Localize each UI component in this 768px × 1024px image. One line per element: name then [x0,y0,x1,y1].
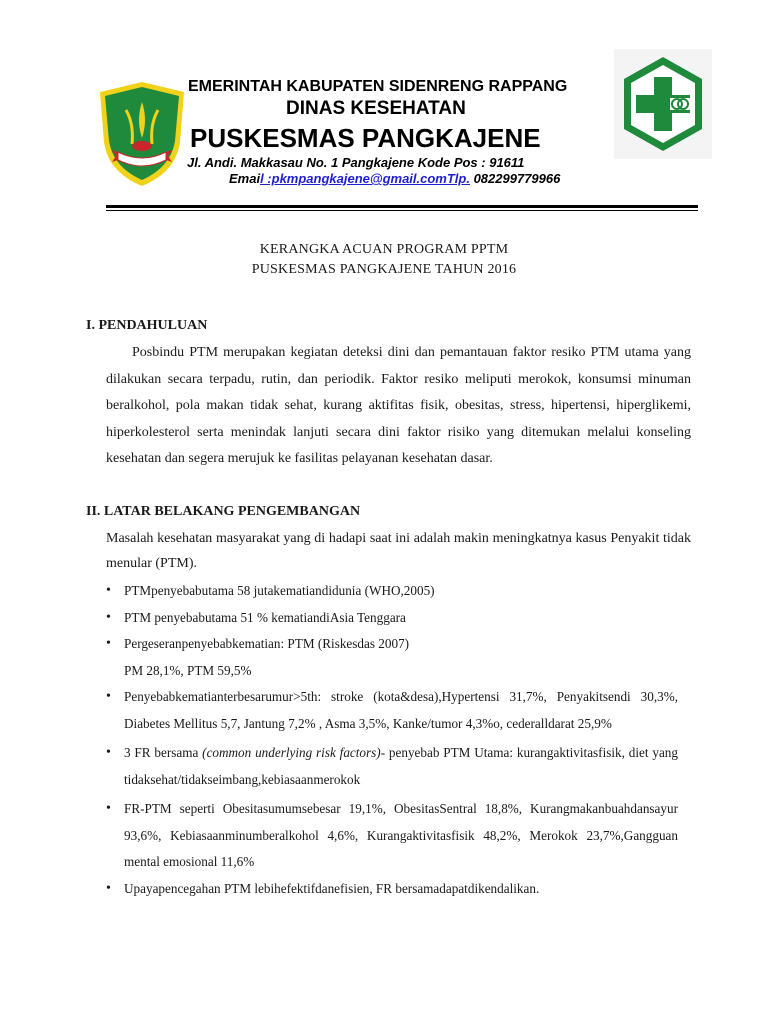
list-item [106,796,678,876]
list-item-continuation: PM 28,1%, PTM 59,5% [124,662,252,678]
bullet-icon: • [106,636,111,651]
header-rule-thick [106,205,698,208]
email-link[interactable]: l :pkmpangkajene@gmail.comTlp. [260,171,470,186]
document-title: KERANGKA ACUAN PROGRAM PPTM [259,242,509,257]
list-item [106,631,678,684]
list-item [106,605,678,632]
puskesmas-cross-logo [614,49,712,159]
list-item-text: 3 FR bersama [124,745,203,760]
section-heading-latar-belakang: II. LATAR BELAKANG PENGEMBANGAN [86,504,361,519]
bullet-icon: • [106,689,111,704]
ptm-facts-list [106,578,678,902]
bullet-icon: • [106,880,111,896]
list-item [106,876,678,903]
regency-crest-logo [96,80,188,188]
list-item [106,684,678,737]
list-item [106,578,678,605]
letterhead-puskesmas: PUSKESMAS PANGKAJENE [190,123,541,153]
list-item-text: Pergeseranpenyebabkematian: PTM (Riskesdas 2007) [124,636,410,651]
bullet-icon: • [106,745,111,760]
section-body-pendahuluan: Posbindu PTM merupakan kegiatan deteksi dini dan pemantauan faktor resiko PTM utama yang dilakukan secara terpadu, rutin, dan periodik. Faktor resiko meliputi merokok, konsumsi minuman beralkohol, pola makan tidak sehat, kurang aktifitas fisik, obesitas, stress, hipertensi, hiperglikemi, hiperkolesterol serta menindak lanjuti secara dini faktor risiko yang ditemukan melalui konseling kesehatan dan segera merujuk ke fasilitas pelayanan kesehatan dasar. [106,345,691,466]
list-item-italic: (common underlying risk factors) [202,745,381,760]
list-item-text: PTMpenyebabutama 58 jutakematiandidunia (WHO,2005) [124,583,435,598]
letterhead-contact [229,171,560,186]
bullet-icon: • [106,609,111,625]
header-rule-thin [106,210,698,211]
bullet-icon: • [106,801,111,816]
section-body-latar-belakang: Masalah kesehatan masyarakat yang di hadapi saat ini adalah makin meningkatnya kasus Penyakit tidak menular (PTM). [106,531,691,571]
list-item-text: Penyebabkematianterbesarumur>5th: stroke (kota&desa),Hypertensi 31,7%, Penyakitsendi 30,3%, Diabetes Mellitus 5,7, Jantung 7,2% , Asma 3,5%, Kanke/tumor 4,3%o, cederalldarat 25,9% [124,689,678,731]
letterhead-address: Jl. Andi. Makkasau No. 1 Pangkajene Kode Pos : 91611 [187,155,525,170]
list-item-text: - penyebab PTM Utama: kurangaktivitasfisik, diet yang tidaksehat/tidakseimbang,kebiasaanmerokok [124,745,678,787]
letterhead-government: EMERINTAH KABUPATEN SIDENRENG RAPPANG [188,78,568,95]
phone-number: 082299779966 [469,171,561,186]
list-item-text: PTM penyebabutama 51 % kematiandiAsia Tenggara [124,609,406,625]
list-item-text: FR-PTM seperti Obesitasumumsebesar 19,1%, ObesitasSentral 18,8%, Kurangmakanbuahdansayur 93,6%, Kebiasaanminumberalkohol 4,6%, Kurangaktivitasfisik 48,2%, Merokok 23,7%,Gangguan mental emosional 11,6% [124,801,678,869]
letterhead-department: DINAS KESEHATAN [286,98,466,119]
document-subtitle: PUSKESMAS PANGKAJENE TAHUN 2016 [251,262,517,277]
bullet-icon: • [106,583,111,598]
list-item [106,740,678,793]
section-heading-pendahuluan: I. PENDAHULUAN [86,318,208,333]
email-label: Emai [229,171,261,186]
list-item-text: Upayapencegahan PTM lebihefektifdanefisien, FR bersamadapatdikendalikan. [124,880,540,896]
